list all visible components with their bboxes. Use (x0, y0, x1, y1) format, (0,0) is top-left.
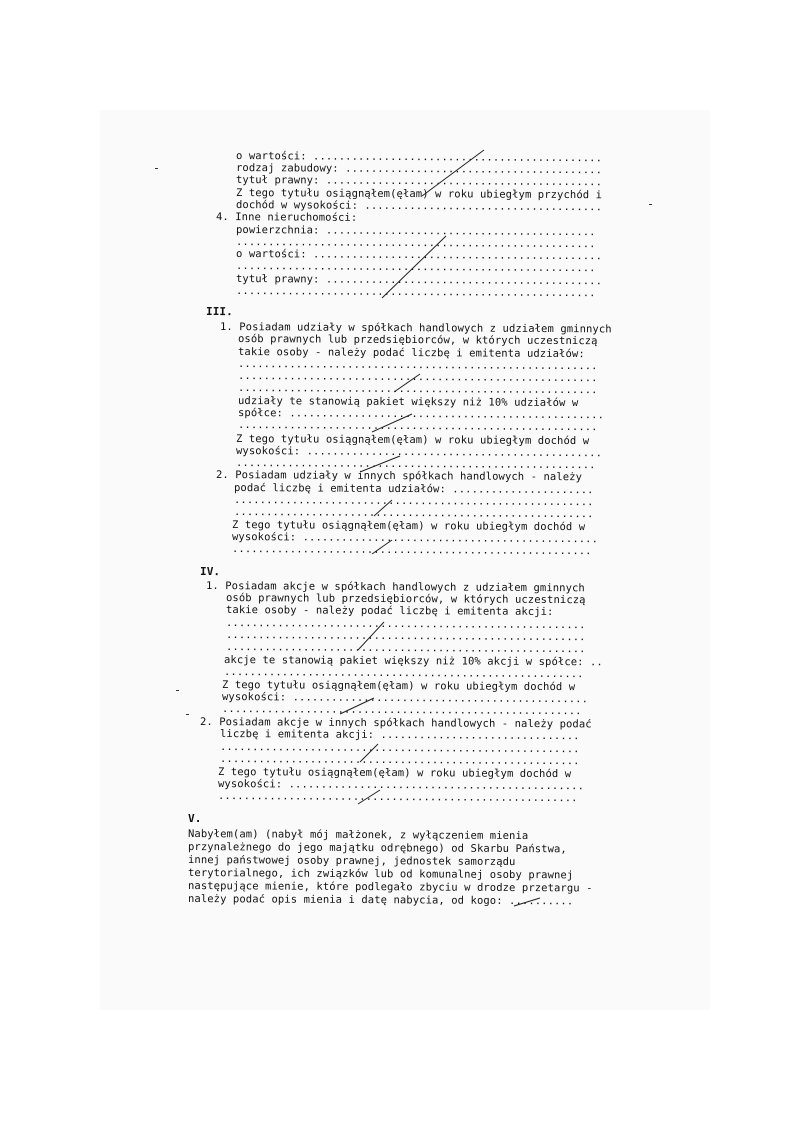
document-line: innej państwowej osoby prawnej, jednostek samorządu (187, 854, 516, 869)
document-line: należy podać opis mienia i datę nabycia, od kogo: .......... (187, 893, 574, 908)
scan-speck (186, 714, 189, 715)
document-line: dochód w wysokości: ..................................... (235, 199, 603, 214)
document-line: liczbę i emitenta akcji: ............................... (219, 728, 580, 743)
document-line: ........................................................ (235, 236, 596, 251)
document-line: wysokości: .............................................. (235, 445, 603, 460)
document-line: ........................................................ (219, 741, 580, 756)
document-line: takie osoby - należy podać liczbę i emitenta akcji: (225, 604, 554, 619)
document-line: ........................................................ (223, 666, 584, 681)
scan-speck (176, 690, 179, 691)
document-line: 1. Posiadam udziały w spółkach handlowych z udziałem gminnych (219, 321, 612, 336)
document-line: podać liczbę i emitenta udziałów: ...................... (233, 482, 594, 497)
document-line: ........................................................ (225, 641, 586, 656)
section-heading: V. (187, 812, 202, 826)
document-line: ........................................................ (237, 382, 598, 397)
document-line: ........................................................ (231, 543, 592, 558)
section-heading: III. (205, 305, 233, 319)
document-line: ........................................................ (237, 358, 598, 373)
document-line: o wartości: ............................................. (235, 150, 603, 165)
document-line: ........................................................ (237, 419, 598, 434)
document-line: o wartości: ............................................. (235, 248, 603, 263)
scan-speck (649, 204, 652, 205)
document-line: ........................................................ (233, 494, 594, 509)
document-line: powierzchnia: .......................................... (235, 224, 596, 239)
document-line: osób prawnych lub przedsiębiorców, w których uczestniczą (225, 592, 586, 607)
document-line: wysokości: .............................................. (221, 691, 589, 706)
document-line: ........................................................ (225, 617, 586, 632)
document-line: 1. Posiadam akcje w spółkach handlowych z udziałem gminnych (205, 580, 585, 595)
scan-speck (155, 168, 158, 169)
document-line: tytuł prawny: ........................................... (235, 174, 603, 189)
document-line: ........................................................ (235, 457, 596, 472)
document-line: 2. Posiadam akcje w innych spółkach handlowych - należy podać (199, 716, 592, 731)
document-line: rodzaj zabudowy: ........................................ (235, 162, 603, 177)
document-line: ........................................................ (217, 790, 578, 805)
document-line: Z tego tytułu osiągnąłem(ęłam) w roku ubiegłym dochód w (217, 766, 572, 781)
document-line: Nabyłem(am) (nabył mój małżonek, z wyłączeniem mienia (187, 828, 529, 843)
document-line: przynależnego do jego majątku odrębnego) od Skarbu Państwa, (187, 841, 567, 856)
document-line: ........................................................ (235, 285, 596, 300)
document-line: 2. Posiadam udziały w innych spółkach handlowych - należy (215, 469, 583, 484)
document-line: ........................................................ (225, 629, 586, 644)
document-line: Z tego tytułu osiągnąłem(ęłam) w roku ubiegłym przychód i (235, 187, 603, 202)
document-line: ........................................................ (233, 506, 594, 521)
document-line: wysokości: .............................................. (217, 778, 585, 793)
document-line: następujące mienie, które podlegało zbyciu w drodze przetargu - (187, 880, 593, 895)
document-line: ........................................................ (219, 753, 580, 768)
document-line: ........................................................ (221, 703, 582, 718)
document-line: ........................................................ (237, 370, 598, 385)
document-line: akcje te stanowią pakiet większy niż 10% akcji w spółce: .. (223, 654, 603, 669)
document-line: osób prawnych lub przedsiębiorców, w których uczestniczą (237, 333, 598, 348)
section-heading: IV. (199, 565, 221, 579)
document-line: takie osoby - należy podać liczbę i emitenta udziałów: (237, 346, 585, 361)
document-line: 4. Inne nieruchomości: (215, 211, 358, 224)
document-line: udziały te stanowią pakiet większy niż 10% udziałów w (237, 395, 579, 410)
document-line: spółce: ................................................. (237, 407, 605, 422)
document-line: wysokości: .............................................. (231, 531, 599, 546)
document-line: terytorialnego, ich związków lub od komunalnej osoby prawnej (187, 867, 574, 882)
document-line: ........................................................ (235, 260, 596, 275)
document-line: Z tego tytułu osiągnąłem(ęłam) w roku ubiegłym dochód w (235, 433, 590, 448)
document-line: tytuł prawny: ........................................... (235, 273, 603, 288)
document-line: Z tego tytułu osiągnąłem(ęłam) w roku ubiegłym dochód w (221, 679, 576, 694)
document-line: Z tego tytułu osiągnąłem(ęłam) w roku ubiegłym dochód w (231, 519, 586, 534)
